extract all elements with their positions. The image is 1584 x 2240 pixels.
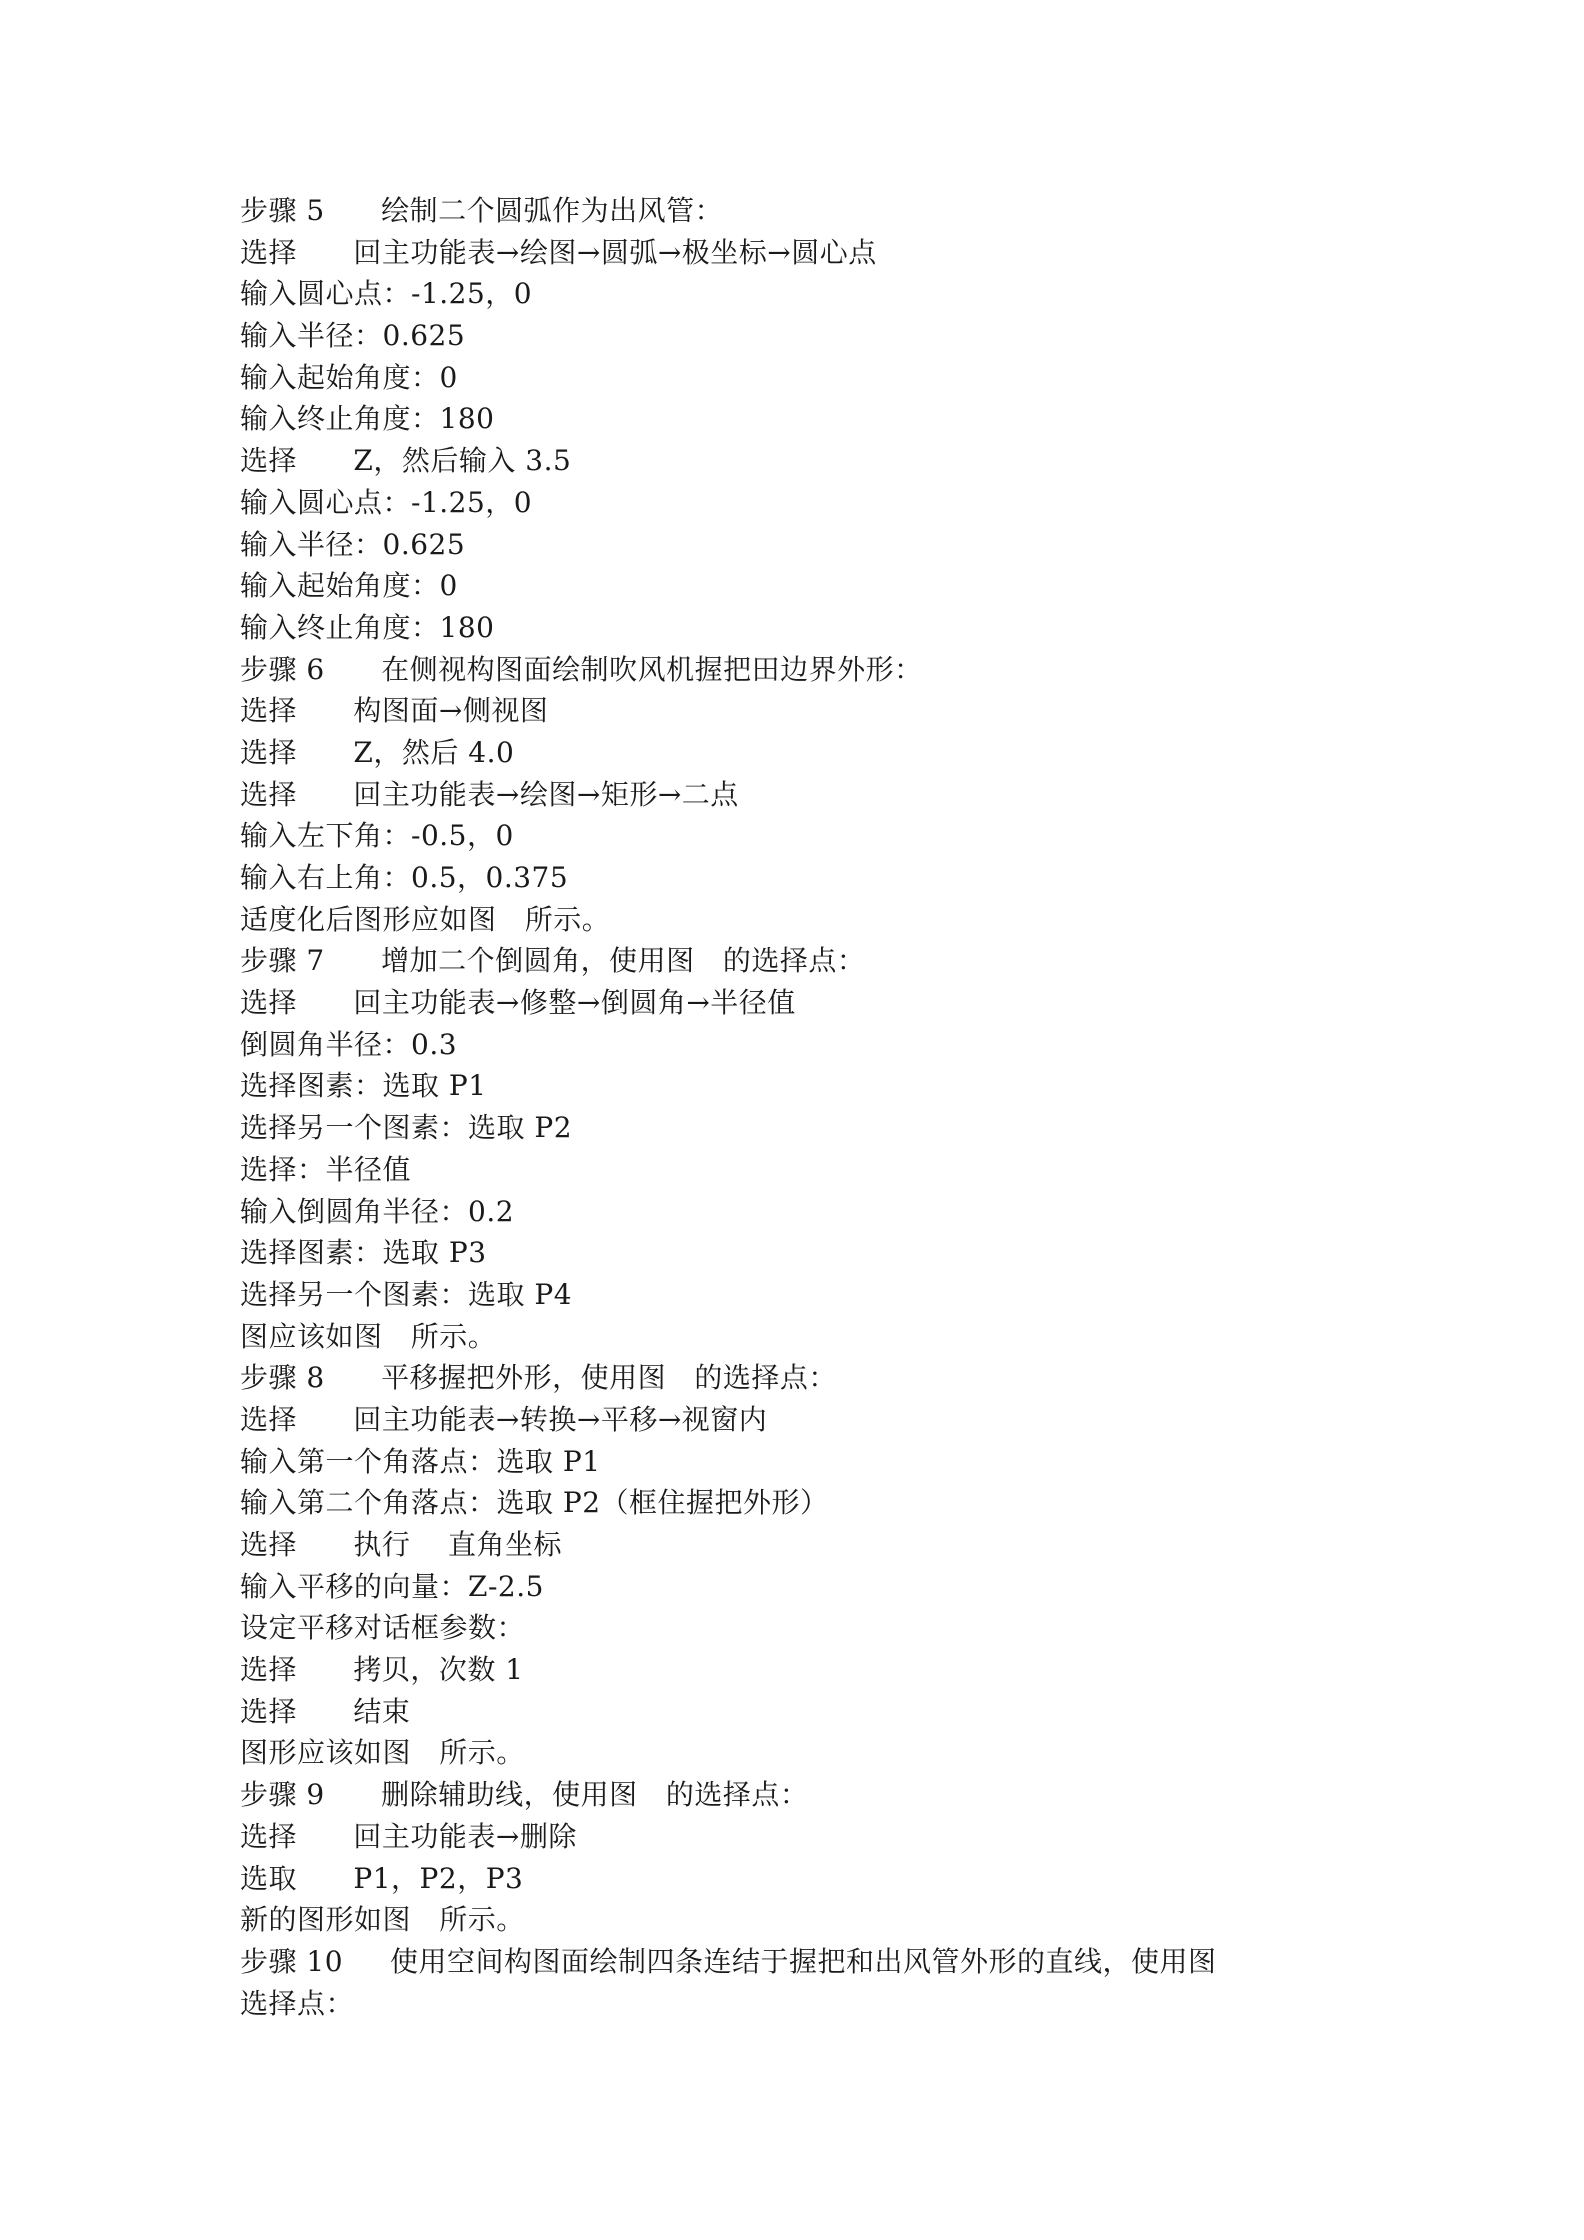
step-7-heading: 步骤 7 增加二个倒圆角，使用图 的选择点：	[240, 944, 866, 978]
step-10-heading: 步骤 10 使用空间构图面绘制四条连结于握把和出风管外形的直线，使用图	[240, 1944, 1217, 1978]
text-line: 选择 回主功能表→绘图→矩形→二点	[240, 777, 739, 811]
text-line: 设定平移对话框参数：	[240, 1611, 526, 1645]
text-line: 选择 拷贝，次数 1	[240, 1653, 524, 1687]
text-line: 选取 P1，P2，P3	[240, 1861, 524, 1895]
text-line: 选择 回主功能表→绘图→圆弧→极坐标→圆心点	[240, 235, 877, 269]
text-line: 选择 执行 直角坐标	[240, 1528, 563, 1561]
text-line: 选择 Z，然后 4.0	[240, 735, 515, 769]
text-line: 选择 回主功能表→修整→倒圆角→半径值	[240, 986, 796, 1020]
text-line: 选择：半径值	[240, 1152, 412, 1186]
text-line: 输入终止角度：180	[240, 402, 495, 436]
step-8-heading: 步骤 8 平移握把外形，使用图 的选择点：	[240, 1361, 837, 1395]
text-line: 选择 回主功能表→删除	[240, 1819, 577, 1853]
text-line: 倒圆角半径：0.3	[240, 1027, 458, 1061]
text-line: 图形应该如图 所示。	[240, 1736, 525, 1770]
text-line: 适度化后图形应如图 所示。	[240, 902, 611, 936]
text-line: 输入左下角：-0.5，0	[240, 819, 514, 853]
text-line: 选择 构图面→侧视图	[240, 694, 549, 728]
text-line: 选择另一个图素：选取 P4	[240, 1277, 573, 1311]
text-line: 输入终止角度：180	[240, 610, 495, 644]
step-9-heading: 步骤 9 删除辅助线，使用图 的选择点：	[240, 1778, 809, 1812]
text-line: 选择 Z，然后输入 3.5	[240, 444, 572, 478]
text-line: 输入圆心点：-1.25，0	[240, 277, 533, 311]
step-6-heading: 步骤 6 在侧视构图面绘制吹风机握把田边界外形：	[240, 652, 923, 686]
text-line: 选择图素：选取 P1	[240, 1069, 487, 1103]
document-page	[240, 190, 1480, 2024]
text-line: 输入第一个角落点：选取 P1	[240, 1444, 601, 1478]
text-line: 选择 回主功能表→转换→平移→视窗内	[240, 1402, 768, 1436]
text-line: 选择图素：选取 P3	[240, 1236, 487, 1270]
step-5-heading: 步骤 5 绘制二个圆弧作为出风管：	[240, 194, 724, 227]
text-line: 输入起始角度：0	[240, 569, 458, 603]
text-line: 输入右上角：0.5，0.375	[240, 861, 569, 894]
text-line: 输入起始角度：0	[240, 360, 458, 394]
text-line: 新的图形如图 所示。	[240, 1903, 525, 1937]
text-line: 输入平移的向量：Z-2.5	[240, 1569, 544, 1603]
text-line: 选择 结束	[240, 1694, 411, 1728]
text-line: 选择另一个图素：选取 P2	[240, 1111, 573, 1145]
text-line: 选择点：	[240, 1986, 355, 2020]
text-line: 输入半径：0.625	[240, 527, 466, 561]
text-line: 图应该如图 所示。	[240, 1319, 497, 1353]
text-line: 输入圆心点：-1.25，0	[240, 485, 533, 519]
text-line: 输入第二个角落点：选取 P2（框住握把外形）	[240, 1486, 829, 1520]
text-line: 输入倒圆角半径：0.2	[240, 1194, 515, 1228]
text-line: 输入半径：0.625	[240, 319, 466, 353]
